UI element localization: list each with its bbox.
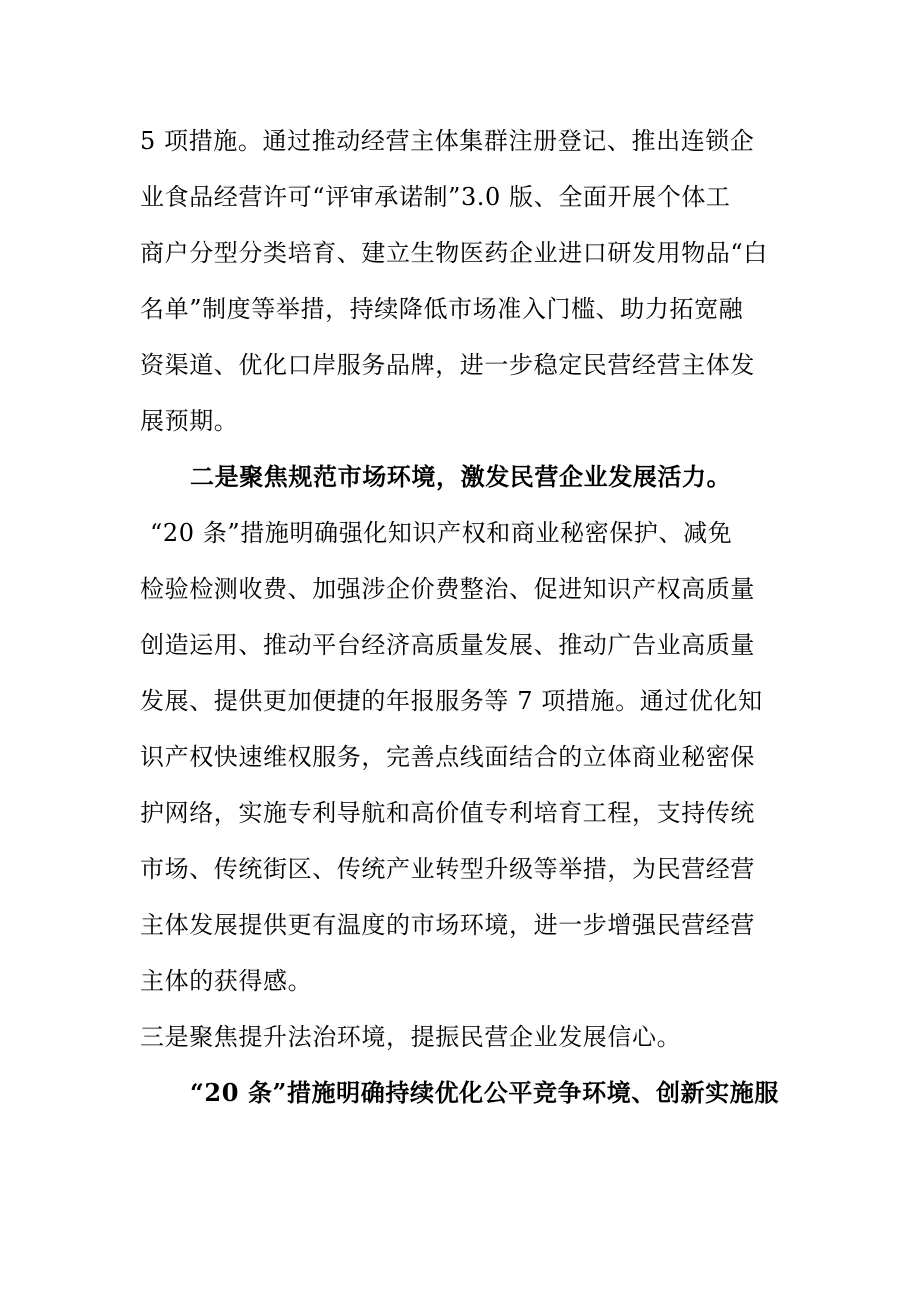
- body-text-line: 护网络，实施专利导航和高价值专利培育工程，支持传统: [140, 799, 755, 827]
- body-text-line: 检验检测收费、加强涉企价费整治、促进知识产权高质量: [140, 575, 755, 603]
- body-text-line: 主体发展提供更有温度的市场环境，进一步增强民营经营: [140, 911, 755, 939]
- body-text-line: 资渠道、优化口岸服务品牌，进一步稳定民营经营主体发: [140, 351, 755, 379]
- body-text-line: 创造运用、推动平台经济高质量发展、推动广告业高质量: [140, 631, 755, 659]
- body-text-line: 展预期。: [140, 407, 239, 435]
- body-text-line: 识产权快速维权服务，完善点线面结合的立体商业秘密保: [140, 743, 755, 771]
- body-text-line: 商户分型分类培育、建立生物医药企业进口研发用物品“白: [140, 239, 768, 267]
- body-text-line: 名单”制度等举措，持续降低市场准入门槛、助力拓宽融: [140, 295, 744, 323]
- section-heading: “20 条”措施明确持续优化公平竞争环境、创新实施服: [190, 1078, 779, 1107]
- body-text-line: 5 项措施。通过推动经营主体集群注册登记、推出连锁企: [140, 127, 755, 155]
- section-heading: 二是聚焦规范市场环境，激发民营企业发展活力。: [190, 462, 732, 491]
- body-text-line: “20 条”措施明确强化知识产权和商业秘密保护、减免: [150, 519, 733, 547]
- body-text-line: 主体的获得感。: [140, 967, 313, 995]
- body-text-line: 三是聚焦提升法治环境，提振民营企业发展信心。: [140, 1023, 682, 1051]
- body-text-line: 发展、提供更加便捷的年报服务等 7 项措施。通过优化知: [140, 687, 763, 715]
- body-text-line: 业食品经营许可“评审承诺制”3.0 版、全面开展个体工: [140, 183, 731, 211]
- body-text-line: 市场、传统街区、传统产业转型升级等举措，为民营经营: [140, 855, 755, 883]
